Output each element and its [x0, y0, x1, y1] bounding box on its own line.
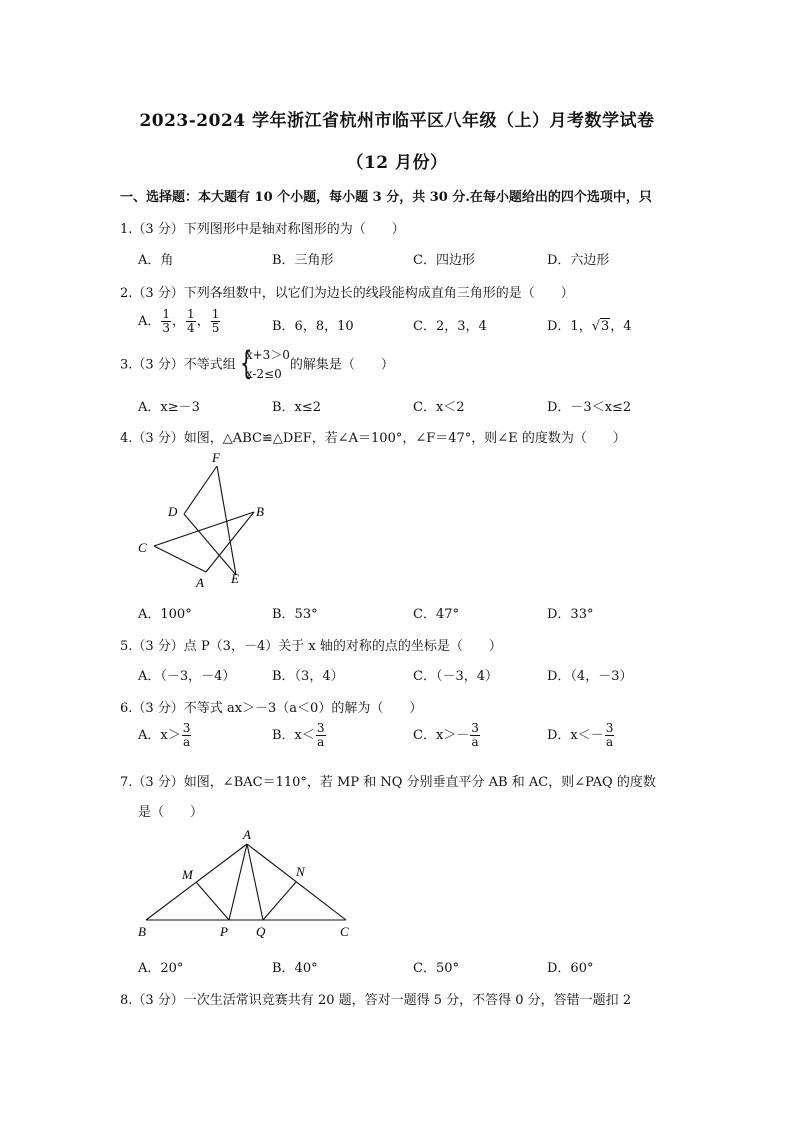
q7-stem-line-2: 是（ ） — [138, 805, 204, 820]
q6-option-b — [272, 722, 327, 749]
q1-option-c: C．四边形 — [413, 253, 475, 268]
brace: { — [239, 344, 253, 382]
q7-option-a: A．20° — [138, 961, 184, 976]
q1-option-d: D．六边形 — [547, 253, 610, 268]
q3-stem-prefix: 3.（3 分）不等式组 — [120, 357, 236, 373]
denominator: a — [317, 735, 325, 749]
numerator: 3 — [471, 721, 479, 735]
segment-mp — [196, 882, 229, 920]
label-b: B — [138, 924, 146, 939]
q4-figure — [130, 450, 280, 590]
segment-nq — [263, 882, 296, 920]
denominator: 5 — [211, 321, 220, 335]
label-a: A — [243, 827, 251, 842]
q2-option-b: B．6，8，10 — [272, 319, 354, 334]
label-d: D — [168, 504, 178, 519]
q3-stem — [120, 346, 394, 384]
denominator: a — [606, 735, 614, 749]
label-c: C — [138, 540, 147, 555]
label-c: C — [340, 924, 349, 939]
q3-option-a: A．x≥－3 — [138, 400, 200, 415]
section-heading: 一、选择题：本大题有 10 个小题，每小题 3 分，共 30 分.在每小题给出的四个选项中，只 — [120, 190, 652, 205]
q6-option-c — [413, 722, 481, 749]
denominator: a — [182, 735, 191, 749]
q6-option-a — [138, 722, 192, 749]
denominator: 4 — [187, 321, 195, 335]
denominator: 3 — [162, 321, 171, 335]
q8-stem: 8.（3 分）一次生活常识竞赛共有 20 题，答对一题得 5 分，不答得 0 分，答错一题扣 2 — [120, 993, 632, 1008]
q4-option-d: D．33° — [547, 607, 594, 622]
q2-d-suffix: ，4 — [610, 319, 632, 334]
label-q: Q — [256, 924, 266, 939]
title-line-2: （12 月份） — [346, 153, 448, 173]
fraction — [182, 722, 192, 749]
q7-stem-line-1: 7.（3 分）如图，∠BAC＝110°，若 MP 和 NQ 分别垂直平分 AB 和 AC，则∠PAQ 的度数 — [120, 775, 656, 790]
q5-option-a: A．（－3，－4） — [138, 669, 236, 684]
q6-stem: 6.（3 分）不等式 ax＞－3（a＜0）的解为（ ） — [120, 701, 423, 716]
q7-option-c: C．50° — [413, 961, 459, 976]
segment-ac — [154, 546, 206, 572]
sqrt-radicand: 3 — [601, 319, 610, 334]
inequality-system — [236, 346, 290, 384]
inequality-1: x+3＞0 — [245, 348, 290, 362]
q6-b-prefix: B．x＜ — [272, 728, 315, 743]
fraction — [211, 308, 221, 335]
q1-option-a: A．角 — [138, 253, 174, 268]
q2-stem: 2.（3 分）下列各组数中，以它们为边长的线段能构成直角三角形的是（ ） — [120, 286, 574, 301]
numerator: 1 — [211, 307, 220, 321]
fraction — [316, 722, 326, 749]
label-e: E — [231, 571, 239, 586]
q5-option-d: D．（4，－3） — [547, 669, 633, 684]
segment-ba — [206, 512, 254, 572]
numerator: 3 — [605, 721, 614, 735]
q3-option-c: C．x＜2 — [413, 400, 465, 415]
q5-option-c: C．（－3，4） — [413, 669, 498, 684]
numerator: 1 — [187, 307, 195, 321]
q5-stem: 5.（3 分）点 P（3，－4）关于 x 轴的对称的点的坐标是（ ） — [120, 639, 502, 654]
fraction — [161, 308, 171, 335]
fraction — [605, 722, 615, 749]
numerator: 3 — [182, 721, 191, 735]
label-b: B — [256, 504, 264, 519]
label-m: M — [182, 867, 193, 882]
fraction — [470, 722, 480, 749]
q4-option-b: B．53° — [272, 607, 318, 622]
label-f: F — [212, 450, 220, 465]
q4-stem: 4.（3 分）如图，△ABC≌△DEF，若∠A＝100°，∠F＝47°，则∠E 的度数为（ ） — [120, 431, 626, 446]
fraction — [186, 308, 196, 335]
segment-ac — [247, 844, 346, 920]
q2-d-prefix: D．1， — [547, 319, 592, 334]
comma: ， — [172, 314, 186, 329]
denominator: a — [471, 735, 479, 749]
segment-aq — [247, 844, 263, 920]
q6-d-prefix: D．x＜－ — [547, 728, 604, 743]
label-a: A — [196, 575, 204, 590]
q6-c-prefix: C．x＞－ — [413, 728, 470, 743]
q2-option-c: C．2，3，4 — [413, 319, 487, 334]
numerator: 3 — [316, 721, 325, 735]
q4-option-a: A．100° — [138, 607, 192, 622]
q5-option-b: B．（3，4） — [272, 669, 344, 684]
q3-stem-suffix: 的解集是（ ） — [289, 357, 394, 373]
q6-option-d — [547, 722, 615, 749]
q1-stem: 1.（3 分）下列图形中是轴对称图形的为（ ） — [120, 222, 405, 237]
q7-figure — [130, 824, 360, 944]
q6-a-prefix: A．x＞ — [138, 728, 181, 743]
q1-option-b: B．三角形 — [272, 253, 334, 268]
inequality-2: x-2≤0 — [245, 367, 282, 381]
q7-option-d: D．60° — [547, 961, 594, 976]
q4-option-c: C．47° — [413, 607, 459, 622]
comma: ， — [196, 314, 210, 329]
q3-option-b: B．x≤2 — [272, 400, 322, 415]
segment-ef — [217, 466, 236, 575]
title-line-1: 2023-2024 学年浙江省杭州市临平区八年级（上）月考数学试卷 — [139, 111, 655, 131]
label-n: N — [296, 864, 305, 879]
sqrt-sign: √ — [591, 319, 600, 334]
segment-fd — [184, 466, 217, 514]
label-p: P — [220, 924, 228, 939]
q2-a-prefix: A． — [138, 314, 161, 329]
q2-option-a — [138, 308, 221, 335]
q2-option-d — [547, 315, 632, 334]
q7-option-b: B．40° — [272, 961, 318, 976]
q3-option-d: D．－3＜x≤2 — [547, 400, 632, 415]
numerator: 1 — [162, 307, 171, 321]
